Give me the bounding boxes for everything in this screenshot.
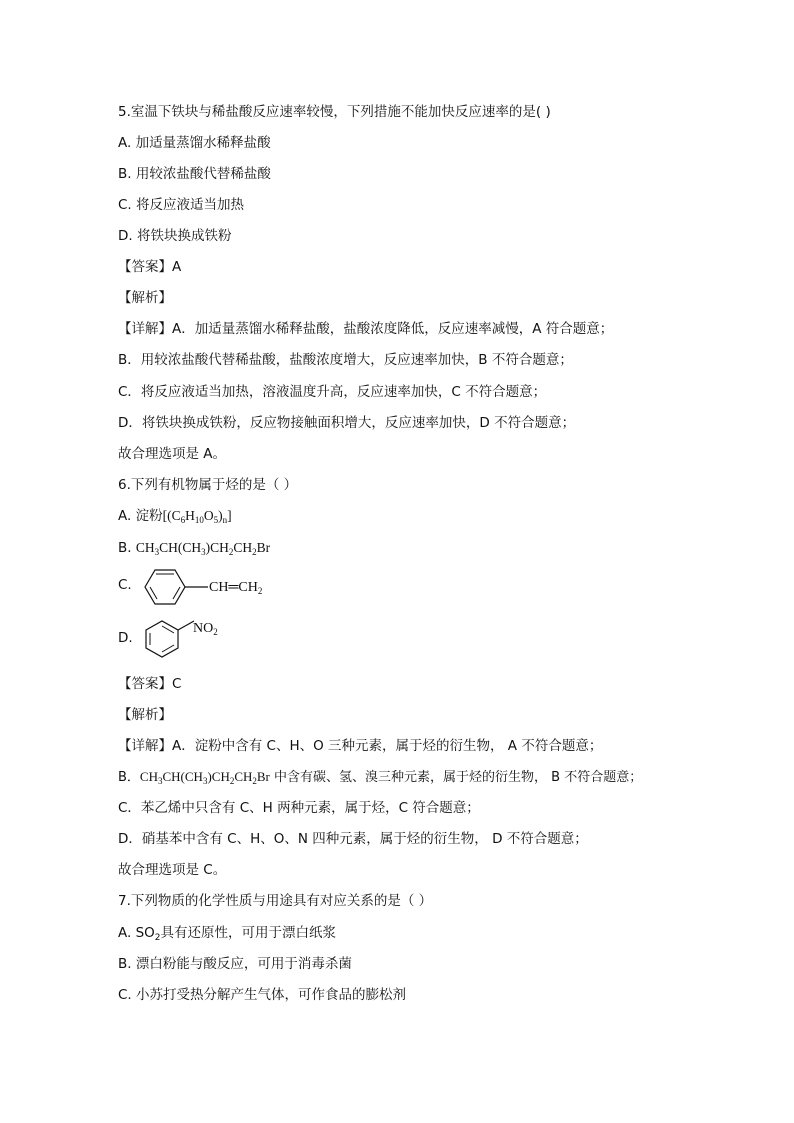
nitrobenzene-ring bbox=[140, 616, 200, 662]
q6-answer: 【答案】C bbox=[118, 676, 182, 692]
q6-detail-d: D．硝基苯中含有 C、H、O、N 四种元素，属于烃的衍生物， D 不符合题意； bbox=[118, 831, 588, 847]
q5-detail-d: D．将铁块换成铁粉，反应物接触面积增大，反应速率加快，D 不符合题意； bbox=[118, 415, 576, 431]
q5-detail-c: C．将反应液适当加热，溶液温度升高，反应速率加快，C 不符合题意； bbox=[118, 384, 547, 400]
q6-option-c-label: C. bbox=[118, 577, 132, 593]
q6-detail-c: C．苯乙烯中只含有 C、H 两种元素，属于烃，C 符合题意； bbox=[118, 800, 480, 816]
bromoalkane-formula: $CH_3CH(CH_3)CH_2CH_2Br$ bbox=[135, 540, 271, 557]
q5-option-b: B. 用较浓盐酸代替稀盐酸 bbox=[118, 166, 271, 182]
q7-option-a: A. $SO_2$具有还原性，可用于漂白纸浆 bbox=[118, 925, 337, 943]
detail-bromoalkane-formula: $CH_3CH(CH_3)CH_2CH_2Br$ bbox=[139, 769, 270, 786]
q6-option-b bbox=[118, 539, 270, 557]
styrene-side-chain: $CH═CH_2$ bbox=[209, 580, 263, 596]
q5-detail-a: 【详解】A．加适量蒸馏水稀释盐酸，盐酸浓度降低，反应速率减慢，A 符合题意； bbox=[118, 321, 614, 337]
q6-detail-b: B．$CH_3CH(CH_3)CH_2CH_2Br$ 中含有碳、氢、溴三种元素，属于烃的衍生物， B 不符合题意； bbox=[118, 769, 643, 786]
q5-conclusion: 故合理选项是 A。 bbox=[118, 446, 227, 462]
starch-formula: $[(C_6H_{10}O_5)_n]$ bbox=[162, 508, 232, 525]
q5-option-c: C. 将反应液适当加热 bbox=[118, 197, 245, 213]
q6-conclusion: 故合理选项是 C。 bbox=[118, 862, 227, 878]
q6-option-a-label: A. 淀粉 bbox=[118, 508, 163, 524]
q5-detail-b: B．用较浓盐酸代替稀盐酸，盐酸浓度增大，反应速率加快，B 不符合题意； bbox=[118, 352, 573, 368]
q6-detail-a: 【详解】A．淀粉中含有 C、H、O 三种元素，属于烃的衍生物， A 不符合题意； bbox=[118, 738, 603, 754]
q6-analysis-heading: 【解析】 bbox=[118, 707, 172, 723]
q5-analysis-heading: 【解析】 bbox=[118, 290, 172, 306]
q7-option-b: B. 漂白粉能与酸反应，可用于消毒杀菌 bbox=[118, 956, 352, 972]
q5-answer: 【答案】A bbox=[118, 259, 182, 275]
q5-stem: 5.室温下铁块与稀盐酸反应速率较慢，下列措施不能加快反应速率的是( ) bbox=[118, 104, 551, 120]
q7-option-c: C. 小苏打受热分解产生气体，可作食品的膨松剂 bbox=[118, 987, 407, 1003]
q6-option-a bbox=[118, 507, 232, 525]
q6-option-b-label: B. bbox=[118, 540, 136, 556]
q6-option-d-label: D. bbox=[118, 630, 133, 646]
styrene-benzene-ring bbox=[140, 568, 212, 606]
q7-stem: 7.下列物质的化学性质与用途具有对应关系的是（ ） bbox=[118, 893, 433, 909]
nitro-group: $NO_2$ bbox=[193, 621, 218, 637]
q5-option-d: D. 将铁块换成铁粉 bbox=[118, 228, 232, 244]
q5-option-a: A. 加适量蒸馏水稀释盐酸 bbox=[118, 135, 271, 151]
q6-stem: 6.下列有机物属于烃的是（ ） bbox=[118, 477, 298, 493]
